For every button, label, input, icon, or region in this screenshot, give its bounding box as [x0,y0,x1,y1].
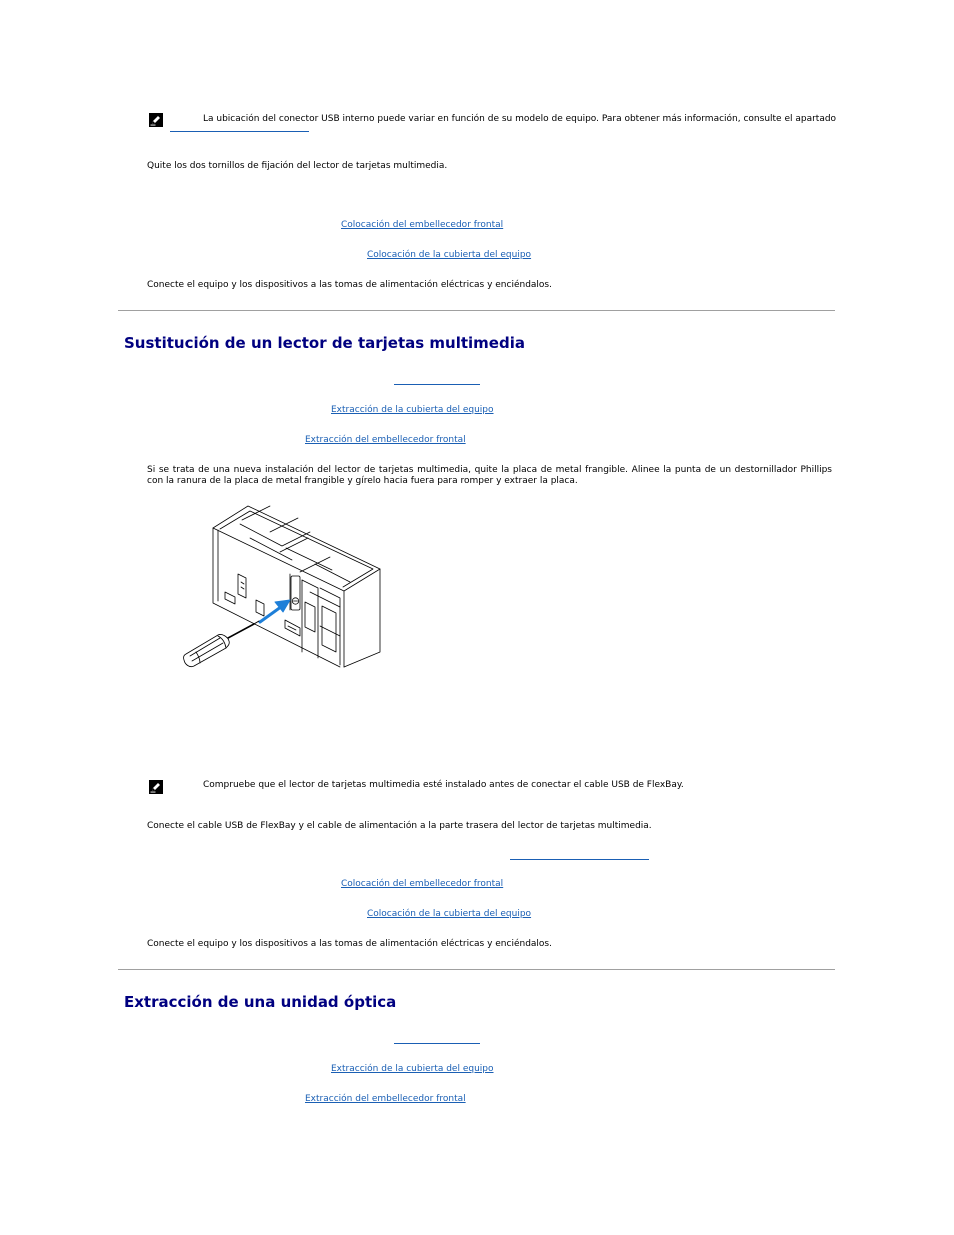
section-heading-replace-reader: Sustitución de un lector de tarjetas multimedia [124,334,525,352]
remove-bezel-link[interactable]: Extracción del embellecedor frontal [305,435,466,445]
replace-cover-link[interactable]: Colocación de la cubierta del equipo [367,909,532,919]
precautions-link[interactable] [394,1043,480,1044]
note-text: Compruebe que el lector de tarjetas multimedia esté instalado antes de conectar el cable USB de FlexBay. [203,780,684,790]
remove-cover-link[interactable]: Extracción de la cubierta del equipo [331,1064,494,1074]
section-divider [118,310,835,311]
step-connect-cable: Conecte el cable USB de FlexBay y el cable de alimentación a la parte trasera del lector de tarjetas multimedia. [147,821,652,831]
breakaway-plate-illustration [180,502,385,670]
remove-bezel-link[interactable]: Extracción del embellecedor frontal [305,1094,466,1104]
replace-bezel-link[interactable]: Colocación del embellecedor frontal [341,220,504,230]
remove-cover-link[interactable]: Extracción de la cubierta del equipo [331,405,494,415]
step-connect-power: Conecte el equipo y los dispositivos a las tomas de alimentación eléctricas y enciéndalos. [147,280,552,290]
section-divider [118,969,835,970]
step-connect-power: Conecte el equipo y los dispositivos a las tomas de alimentación eléctricas y enciéndalos. [147,939,552,949]
replace-cover-link[interactable]: Colocación de la cubierta del equipo [367,250,532,260]
replace-bezel-link[interactable]: Colocación del embellecedor frontal [341,879,504,889]
step-remove-breakaway-plate: Si se trata de una nueva instalación del lector de tarjetas multimedia, quite la placa de metal frangible. Alinee la punta de un destornillador Phillips con la ranura de la placa de metal frangible y gírelo hacia fuera para romper y extraer la placa. [147,465,832,486]
note-pencil-icon [149,780,163,794]
usb-connector-link[interactable] [170,131,309,132]
precautions-link[interactable] [394,384,480,385]
note-text: La ubicación del conector USB interno puede variar en función de su modelo de equipo. Para obtener más información, consulte el apartado [203,114,837,124]
section-heading-remove-optical: Extracción de una unidad óptica [124,993,397,1011]
usb-connector-link[interactable] [510,859,649,860]
step-remove-screws: Quite los dos tornillos de fijación del lector de tarjetas multimedia. [147,161,448,171]
note-pencil-icon [149,113,163,127]
